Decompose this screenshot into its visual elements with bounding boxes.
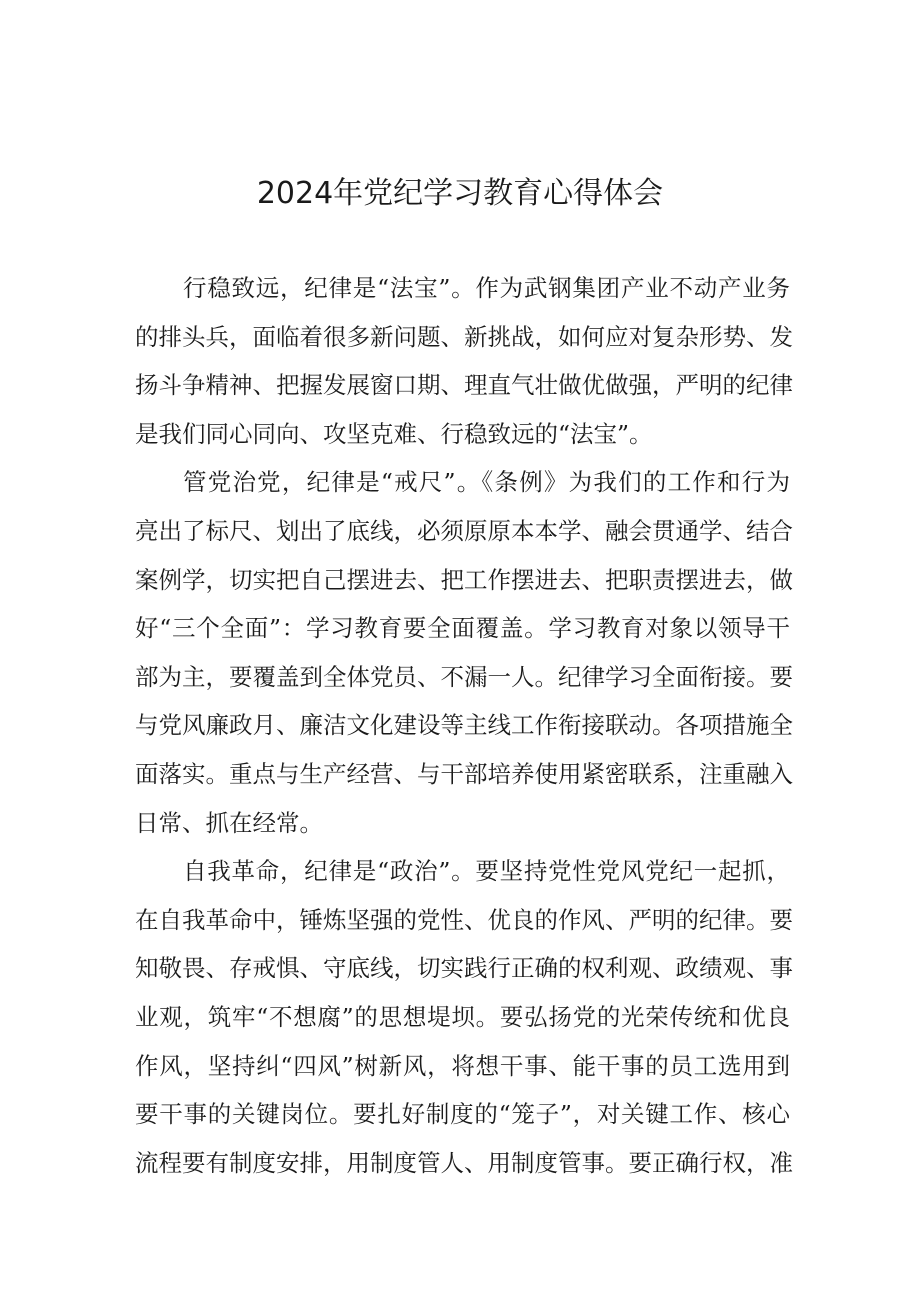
paragraph-line: 在自我革命中，锤炼坚强的党性、优良的作风、严明的纪律。要 xyxy=(135,905,793,934)
paragraph-line: 面落实。重点与生产经营、与干部培养使用紧密联系，注重融入 xyxy=(135,759,793,788)
document-title: 2024年党纪学习教育心得体会 xyxy=(256,176,664,211)
paragraph-line: 管党治党，纪律是“戒尺”。《条例》为我们的工作和行为 xyxy=(183,468,790,497)
paragraph-line: 要干事的关键岗位。要扎好制度的“笼子”，对关键工作、核心 xyxy=(135,1100,790,1129)
paragraph-line: 作风，坚持纠“四风”树新风，将想干事、能干事的员工选用到 xyxy=(135,1051,790,1080)
paragraph-line: 部为主，要覆盖到全体党员、不漏一人。纪律学习全面衔接。要 xyxy=(135,662,793,691)
paragraph-line: 知敬畏、存戒惧、守底线，切实践行正确的权利观、政绩观、事 xyxy=(135,954,793,983)
paragraph xyxy=(135,847,793,1187)
paragraph-line: 案例学，切实把自己摆进去、把工作摆进去、把职责摆进去，做 xyxy=(135,565,793,594)
paragraph-line: 行稳致远，纪律是“法宝”。作为武钢集团产业不动产业务 xyxy=(183,274,790,302)
paragraph-line: 是我们同心同向、攻坚克难、行稳致远的“法宝”。 xyxy=(135,419,653,448)
paragraph xyxy=(135,458,793,847)
paragraph-line: 业观，筑牢“不想腐”的思想堤坝。要弘扬党的光荣传统和优良 xyxy=(135,1002,790,1031)
paragraph-line: 流程要有制度安排，用制度管人、用制度管事。要正确行权，准 xyxy=(135,1148,793,1177)
paragraph-line: 自我革命，纪律是“政治”。要坚持党性党风党纪一起抓， xyxy=(183,857,790,886)
paragraph-line: 扬斗争精神、把握发展窗口期、理直气壮做优做强，严明的纪律 xyxy=(135,371,793,400)
paragraph-line: 亮出了标尺、划出了底线，必须原原本本学、融会贯通学、结合 xyxy=(135,516,793,545)
paragraph-line: 与党风廉政月、廉洁文化建设等主线工作衔接联动。各项措施全 xyxy=(135,711,793,740)
document-body xyxy=(135,264,793,1187)
paragraph-line: 好“三个全面”：学习教育要全面覆盖。学习教育对象以领导干 xyxy=(135,614,790,643)
paragraph-line: 日常、抓在经常。 xyxy=(135,808,323,837)
paragraph xyxy=(135,264,793,458)
paragraph-line: 的排头兵，面临着很多新问题、新挑战，如何应对复杂形势、发 xyxy=(135,322,793,351)
